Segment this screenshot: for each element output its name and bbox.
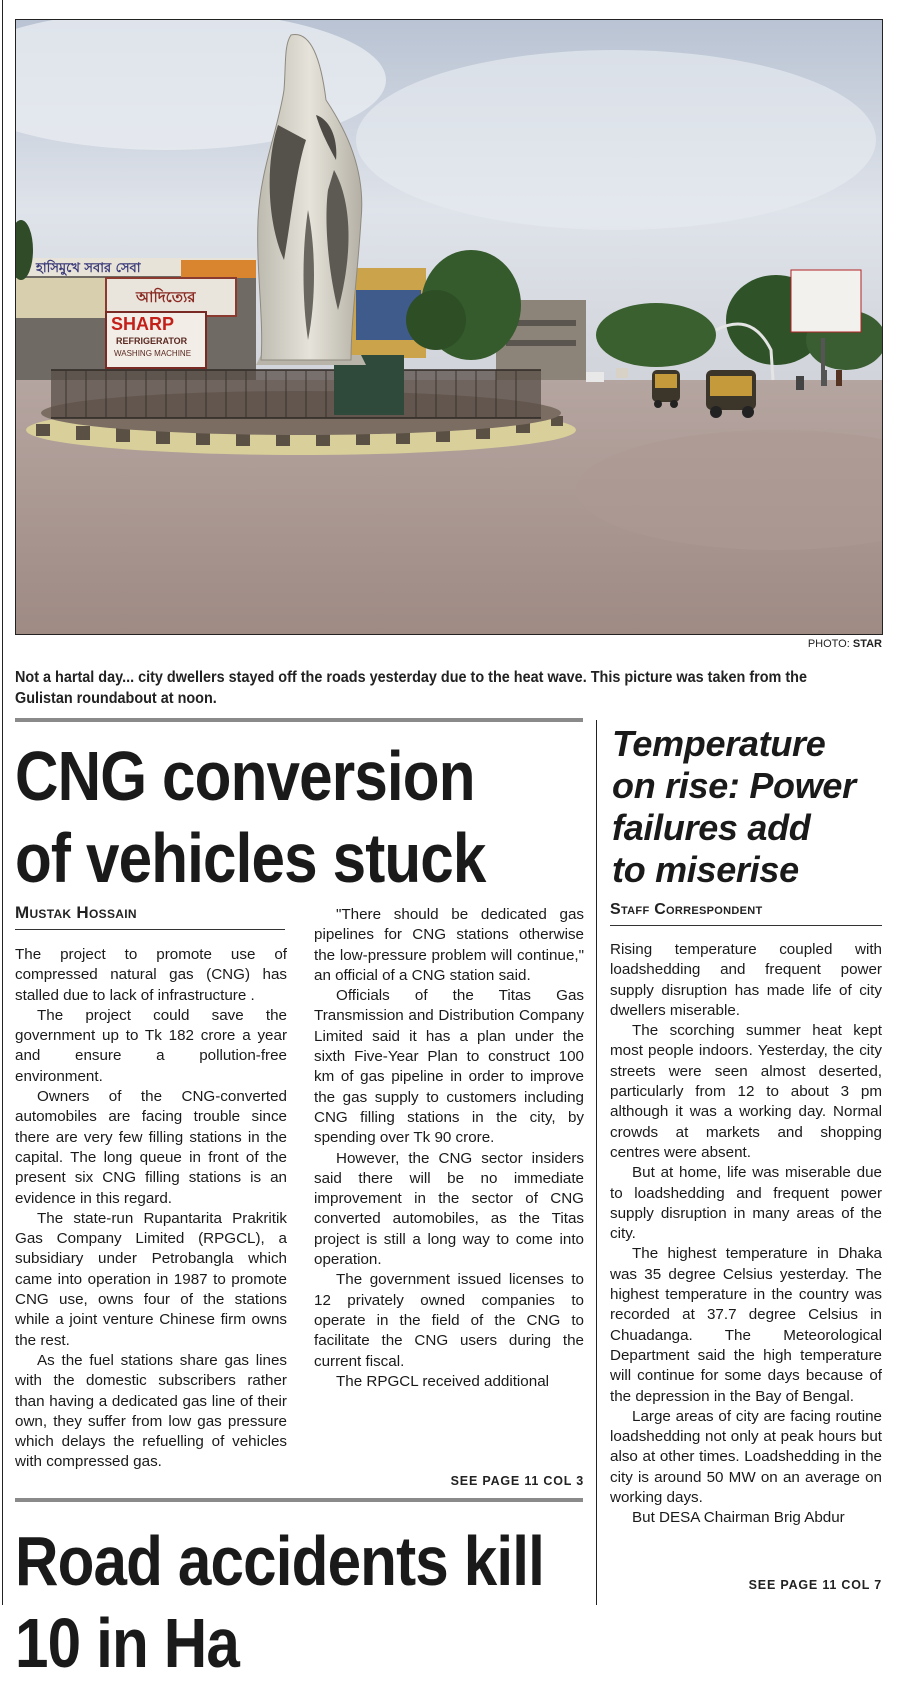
paragraph: Large areas of city are facing routine loadshedding not only at peak hours but also at other times. Loadshedding in the city is around 50 MW on an average on working days.: [610, 1407, 882, 1507]
byline-temperature: Staff Correspondent: [610, 901, 763, 918]
headline-road-accidents[interactable]: Road accidents kill 10 in Ha: [15, 1522, 544, 1682]
paragraph: Rising temperature coupled with loadshedding and frequent power supply disruption has made life of city dwellers miserable.: [610, 941, 882, 1019]
sign-product-1: REFRIGERATOR: [116, 336, 188, 346]
paragraph: The state-run Rupantarita Prakritik Gas Company Limited (RPGCL), a subsidiary under Petrobangla which came into operation in 1987 to promote CNG use, owns four of the stations while a joint venture Chinese firm owns the rest.: [15, 1209, 287, 1349]
photo-credit: PHOTO: STAR: [807, 638, 882, 650]
paragraph: As the fuel stations share gas lines with the domestic subscribers rather than having a dedicated gas line of their own, they suffer from low gas pressure which delays the refuelling of vehicles with compressed gas.: [15, 1351, 287, 1471]
paragraph: The government issued licenses to 12 privately owned companies to operate in the field of the CNG to facilitate the CNG users during the current fiscal.: [314, 1271, 584, 1370]
paragraph: Officials of the Titas Gas Transmission and Distribution Company Limited said it has a plan under the sixth Five-Year Plan to construct 100 km of gas pipeline in order to improve the gas supply to customers including CNG filling stations in the city, by spending over Tk 90 crore.: [314, 987, 584, 1147]
paragraph: But DESA Chairman Brig Abdur: [632, 1509, 845, 1527]
headline-cng[interactable]: CNG conversion of vehicles stuck: [15, 737, 486, 897]
paragraph: "There should be dedicated gas pipelines for CNG stations otherwise the low-pressure problem will continue," an official of a CNG station said.: [314, 906, 584, 984]
sign-product-2: WASHING MACHINE: [114, 349, 192, 358]
paragraph: Owners of the CNG-converted automobiles are facing trouble since there are very few filling stations in the capital. The long queue in front of the present six CNG filling stations is an evidence in this regard.: [15, 1088, 287, 1207]
paragraph: The project could save the government up to Tk 182 crore a year and ensure a pollution-free environment.: [15, 1006, 287, 1085]
column-divider: [596, 720, 597, 1605]
photo-caption: Not a hartal day... city dwellers stayed off the roads yesterday due to the heat wave. This picture was taken from the Gulistan roundabout at noon.: [15, 669, 807, 707]
paragraph: The scorching summer heat kept most people indoors. Yesterday, the city streets were seen almost deserted, particularly from 12 to about 3 pm although it was a working day. Normal crowds at markets and shopping centres were absent.: [610, 1022, 882, 1161]
paragraph: The highest temperature in Dhaka was 35 degree Celsius yesterday. The highest temperature in the country was recorded at 37.7 degree Celsius in Chuadanga. The Meteorological Department said the high temperature will continue for some days because of the depression in the Bay of Bengal.: [610, 1245, 882, 1405]
byline-rule: [15, 929, 285, 930]
sign-brand: SHARP: [111, 314, 175, 334]
cng-column-2: [314, 905, 584, 1392]
paragraph: The project to promote use of compressed natural gas (CNG) has stalled due to lack of infrastructure .: [15, 946, 287, 1004]
paragraph: The RPGCL received additional: [336, 1372, 550, 1390]
paragraph: But at home, life was miserable due to loadshedding and frequent power supply disruption in many areas of the city.: [610, 1164, 882, 1243]
page-left-rule: [2, 0, 3, 1605]
cng-column-1: [15, 945, 287, 1473]
temperature-column: [610, 940, 882, 1529]
sign-bangla-1: হাসিমুখে সবার সেবা: [36, 261, 141, 276]
jump-link-cng[interactable]: SEE PAGE 11 COL 3: [450, 1474, 584, 1488]
jump-link-temperature[interactable]: SEE PAGE 11 COL 7: [748, 1578, 882, 1592]
front-page-photo: [15, 19, 883, 635]
section-rule: [15, 1498, 583, 1502]
sign-bangla-2: আদিত্যের: [136, 288, 196, 306]
byline-cng: Mustak Hossain: [15, 903, 137, 922]
paragraph: However, the CNG sector insiders said there will be no immediate improvement in the sector of CNG converted automobiles, as the Titas project is still a long way to come into operation.: [314, 1149, 584, 1269]
section-rule: [15, 718, 583, 722]
byline-rule: [610, 925, 882, 926]
headline-temperature[interactable]: Temperature on rise: Power failures add to miserise: [612, 723, 856, 890]
